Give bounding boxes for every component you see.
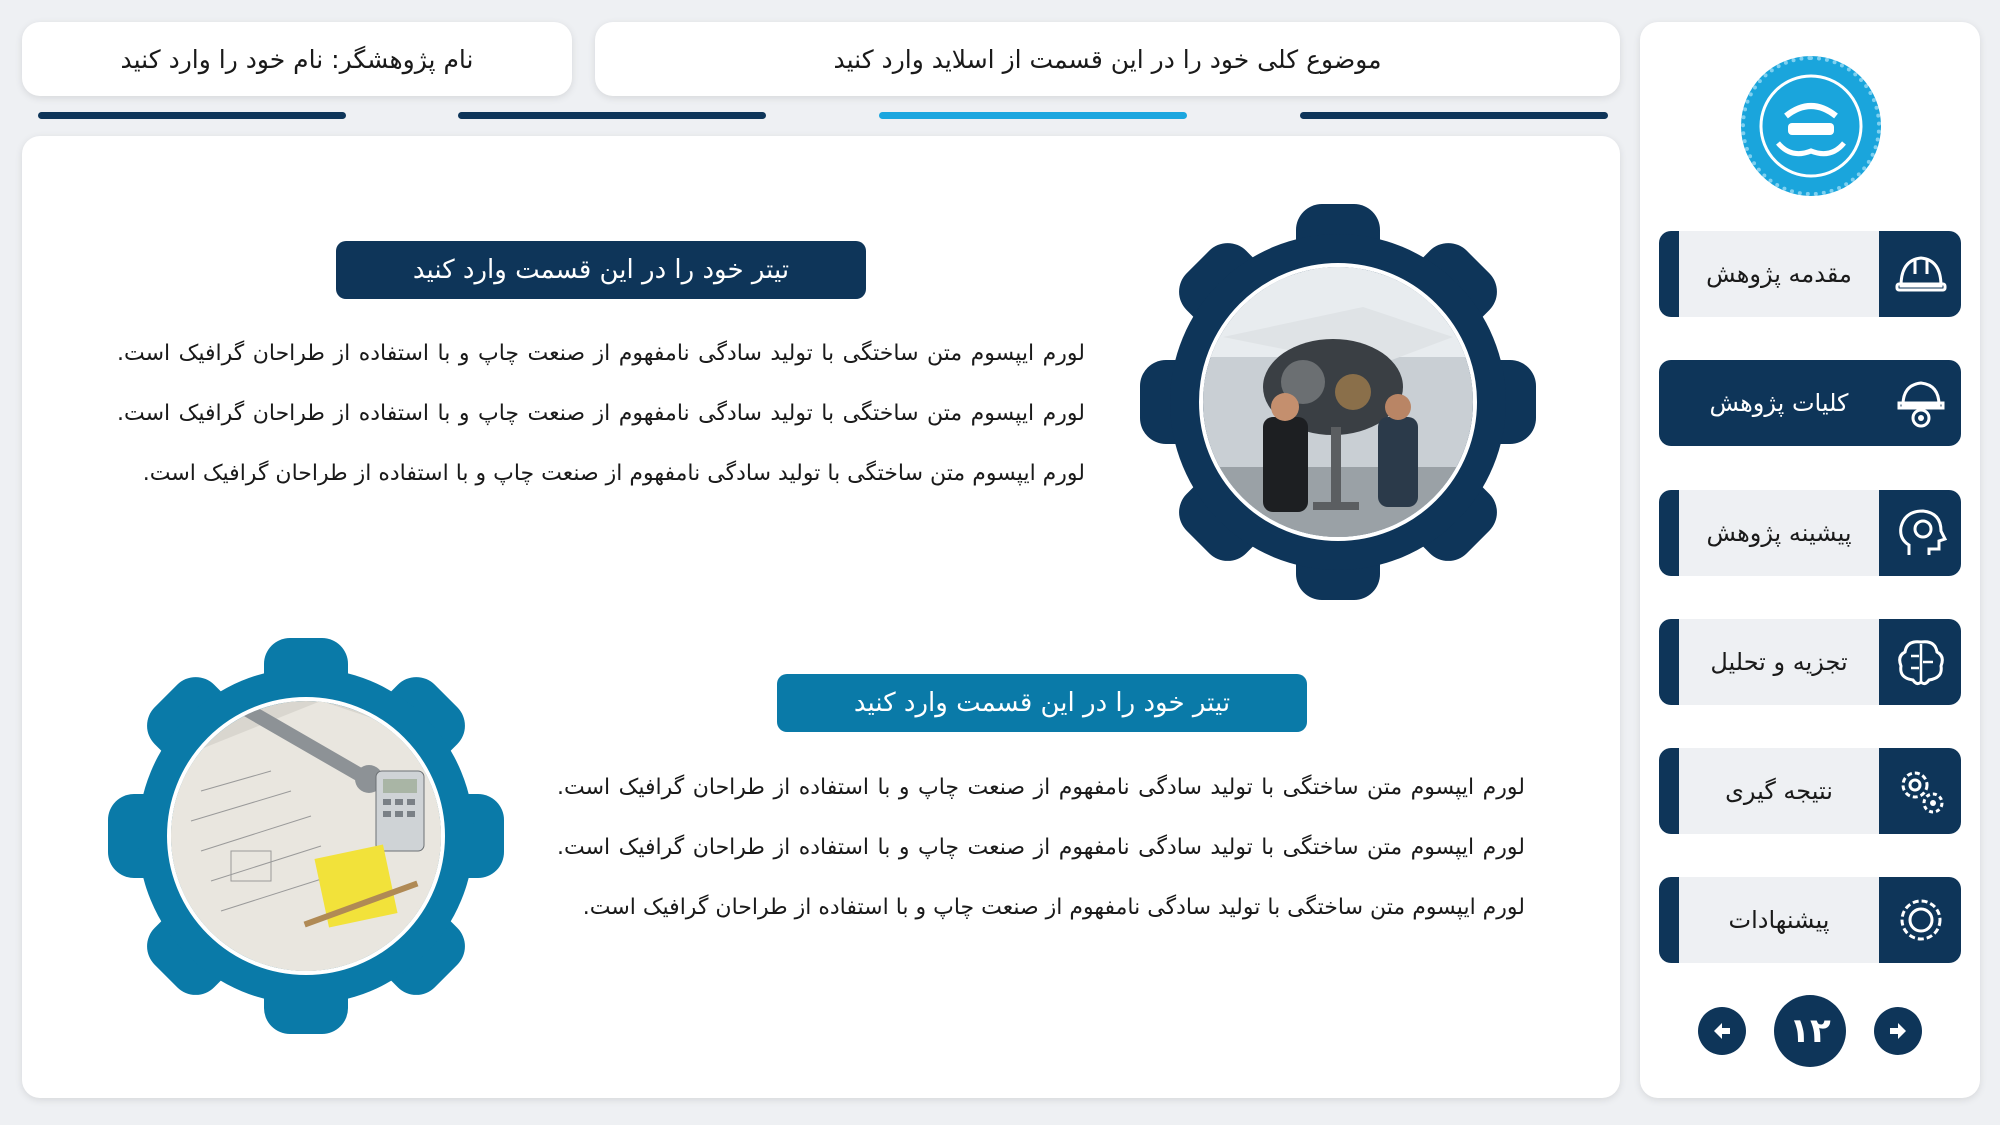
nav-item-overview[interactable]: [1659, 360, 1961, 446]
head-gear-icon: [1891, 503, 1951, 563]
hard-hat-icon: [1891, 244, 1951, 304]
nav-item-suggestions[interactable]: [1659, 877, 1961, 963]
nav-item-label: تجزیه و تحلیل: [1679, 619, 1879, 705]
university-logo: [1741, 56, 1881, 196]
section-1-body: لورم ایپسوم متن ساختگی با تولید سادگی نامفهوم از صنعت چاپ و با استفاده از طراحان گرافیک است. لورم ایپسوم متن ساختگی با تولید سادگی نامفهوم از صنعت چاپ و با استفاده از طراحان گرافیک است. لورم ایپسوم متن ساختگی با تولید سادگی نامفهوم از صنعت چاپ و با استفاده از طراحان گرافیک است.: [117, 341, 1085, 486]
nav-item-label: پیشنهادات: [1679, 877, 1879, 963]
section-1-title: تیتر خود را در این قسمت وارد کنید: [336, 241, 866, 299]
page-number: ۱۲: [1774, 995, 1846, 1067]
gear-helmet-icon: [1891, 373, 1951, 433]
next-slide-button[interactable]: [1874, 1007, 1922, 1055]
progress-segment-1: [38, 112, 346, 119]
progress-segment-4: [1300, 112, 1608, 119]
tools-photo: [167, 697, 445, 975]
researcher-name: نام پژوهشگر: نام خود را وارد کنید: [22, 22, 572, 96]
arrow-left-icon: [1708, 1017, 1736, 1045]
nav-item-introduction[interactable]: [1659, 231, 1961, 317]
brain-circuit-icon: [1891, 632, 1951, 692]
slide-topic: موضوع کلی خود را در این قسمت از اسلاید وارد کنید: [595, 22, 1620, 96]
gear-image-tools: [110, 640, 502, 1032]
section-2-body: لورم ایپسوم متن ساختگی با تولید سادگی نامفهوم از صنعت چاپ و با استفاده از طراحان گرافیک است. لورم ایپسوم متن ساختگی با تولید سادگی نامفهوم از صنعت چاپ و با استفاده از طراحان گرافیک است. لورم ایپسوم متن ساختگی با تولید سادگی نامفهوم از صنعت چاپ و با استفاده از طراحان گرافیک است.: [557, 775, 1525, 920]
progress-segment-3-active: [879, 112, 1187, 119]
nav-item-label: پیشینه پژوهش: [1679, 490, 1879, 576]
nav-item-label: مقدمه پژوهش: [1679, 231, 1879, 317]
nav-item-background[interactable]: [1659, 490, 1961, 576]
nav-item-analysis[interactable]: [1659, 619, 1961, 705]
gear-icon: [1891, 890, 1951, 950]
nav-item-conclusion[interactable]: [1659, 748, 1961, 834]
gears-icon: [1891, 761, 1951, 821]
engine-photo: [1199, 263, 1477, 541]
nav-item-label: کلیات پژوهش: [1679, 360, 1879, 446]
section-2-title: تیتر خود را در این قسمت وارد کنید: [777, 674, 1307, 732]
previous-slide-button[interactable]: [1698, 1007, 1746, 1055]
nav-item-label: نتیجه گیری: [1679, 748, 1879, 834]
progress-segment-2: [458, 112, 766, 119]
arrow-right-icon: [1884, 1017, 1912, 1045]
gear-image-engine: [1142, 206, 1534, 598]
